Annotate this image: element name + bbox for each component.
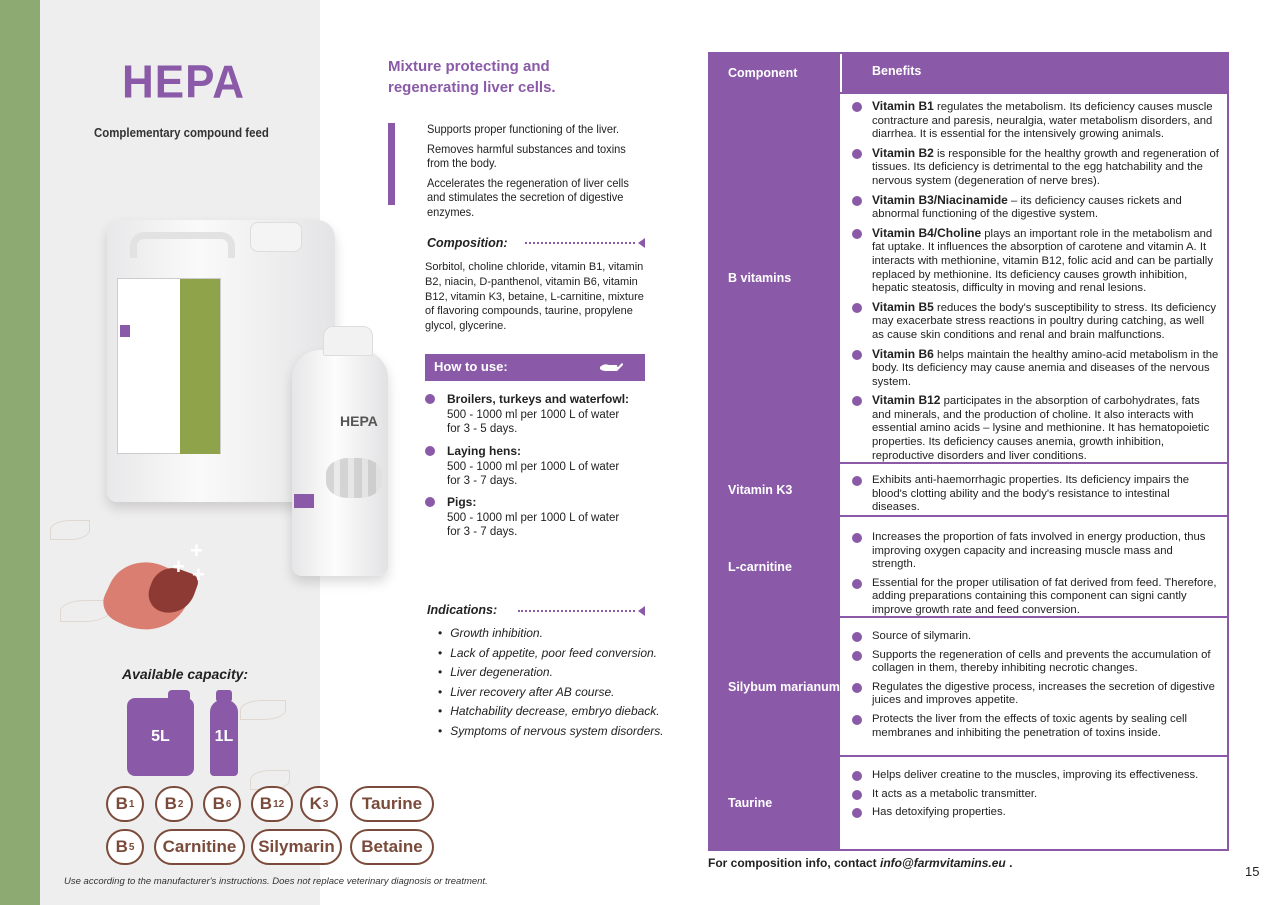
benefit-item: Helps deliver creatine to the muscles, improving its effectiveness. bbox=[842, 769, 1219, 783]
indication-item: • Hatchability decrease, embryo dieback. bbox=[438, 702, 668, 722]
component-cell: L-carnitine bbox=[710, 517, 842, 616]
page-number: 15 bbox=[1245, 864, 1260, 879]
usage-item: Broilers, turkeys and waterfowl: 500 - 1000 ml per 1000 L of water for 3 - 5 days. bbox=[447, 392, 630, 435]
benefit-item: Regulates the digestive process, increases the secretion of digestive juices and improves appetite. bbox=[842, 681, 1219, 708]
canister-label-mark bbox=[120, 325, 130, 337]
component-cell: Silybum marianum bbox=[710, 618, 842, 755]
product-heading: Mixture protecting and regenerating liver cells. bbox=[388, 58, 556, 96]
decorative-leaf bbox=[240, 700, 286, 720]
badge-silymarin: Silymarin bbox=[251, 829, 342, 865]
bullet-icon bbox=[425, 497, 435, 507]
benefit-point: Accelerates the regeneration of liver cells and stimulates the secretion of digestive enzymes. bbox=[427, 175, 629, 219]
benefits-cell bbox=[842, 757, 1227, 849]
benefit-points bbox=[427, 122, 667, 224]
sparkle-icon: + bbox=[172, 554, 185, 579]
contact-email-link[interactable]: info@farmvitamins.eu bbox=[880, 856, 1006, 870]
triangle-marker-icon bbox=[638, 238, 645, 248]
component-cell: B vitamins bbox=[710, 94, 842, 462]
dotted-divider bbox=[518, 610, 635, 612]
indication-item: • Liver degeneration. bbox=[438, 663, 668, 683]
indication-item: • Symptoms of nervous system disorders. bbox=[438, 722, 668, 742]
badge-b1: B 1 bbox=[106, 786, 144, 822]
benefit-item: Vitamin B6 helps maintain the healthy amino-acid metabolism in the body. Its deficiency may cause anemia and diseases of the nervous system. bbox=[842, 348, 1219, 390]
benefit-item: Vitamin B3/Niacinamide – its deficiency causes rickets and abnormal functioning of the digestive system. bbox=[842, 194, 1219, 222]
indication-item: • Liver recovery after AB course. bbox=[438, 683, 668, 703]
bullet-icon bbox=[425, 394, 435, 404]
size-5l: 5L bbox=[151, 728, 170, 745]
indications-label: Indications: bbox=[427, 603, 498, 617]
how-to-use-label: How to use: bbox=[434, 359, 508, 374]
size-1l: 1L bbox=[214, 728, 234, 745]
bottle-cap bbox=[323, 326, 373, 356]
benefit-item: Vitamin B12 participates in the absorption of carbohydrates, fats and minerals, and the production of choline. It also interacts with essential amino acids – lysine and methionine. It has hematopoietic properties. Its deficiency causes anemia, growth inhibition, reproductive disorders and liver conditions. bbox=[842, 394, 1219, 463]
triangle-marker-icon bbox=[638, 606, 645, 616]
badge-taurine: Taurine bbox=[350, 786, 434, 822]
green-side-strip bbox=[0, 0, 40, 905]
product-subtitle: Complementary compound feed bbox=[94, 125, 269, 140]
benefit-item: Essential for the proper utilisation of fat derived from feed. Therefore, adding preparations containing this component can signi cantly improve growth rate and feed conversion. bbox=[842, 577, 1219, 618]
benefit-item: Exhibits anti-haemorrhagic properties. Its deficiency impairs the blood's clotting ability and the body's resistance to intestinal diseases. bbox=[842, 474, 1219, 515]
disclaimer-text: Use according to the manufacturer's instructions. Does not replace veterinary diagnosis or treatment. bbox=[64, 876, 488, 887]
benefit-point: Supports proper functioning of the liver. bbox=[427, 122, 620, 136]
benefit-item: Vitamin B4/Choline plays an important role in the metabolism and fat uptake. It influences the absorption of carotene and vitamin A. It interacts with methionine, vitamin B12, folic acid and can be partially replaced by methionine. Its deficiency causes growth inhibition, hepatic steatosis, difficulty in moving and renal lesions. bbox=[842, 227, 1219, 296]
decorative-leaf bbox=[50, 520, 90, 540]
contact-line: For composition info, contact info@farmvitamins.eu . bbox=[708, 856, 1013, 870]
dotted-divider bbox=[525, 242, 635, 244]
bottle-label-mark bbox=[294, 494, 314, 508]
badge-b2: B 2 bbox=[155, 786, 193, 822]
bullet-icon bbox=[425, 446, 435, 456]
benefits-cell bbox=[842, 464, 1227, 515]
badge-b5: B 5 bbox=[106, 829, 144, 865]
badge-k3: K 3 bbox=[300, 786, 338, 822]
benefits-cell bbox=[842, 517, 1227, 616]
usage-item: Laying hens: 500 - 1000 ml per 1000 L of water for 3 - 7 days. bbox=[447, 444, 620, 487]
canister-label-green-panel bbox=[180, 279, 220, 454]
benefit-item: Protects the liver from the effects of toxic agents by sealing cell membranes and inhibiting the penetration of toxins inside. bbox=[842, 713, 1219, 740]
component-benefits-table bbox=[708, 52, 1229, 851]
composition-text: Sorbitol, choline chloride, vitamin B1, vitamin B2, niacin, D-panthenol, vitamin B6, vitamin B12, vitamin K3, betaine, L-carnitine, mixture of flavoring compounds, taurine, propylene glycol, glycerine. bbox=[425, 261, 644, 333]
canister-handle bbox=[130, 232, 235, 258]
usage-item: Pigs: 500 - 1000 ml per 1000 L of water for 3 - 7 days. bbox=[447, 495, 620, 538]
badge-b6: B 6 bbox=[203, 786, 241, 822]
indication-item: • Lack of appetite, poor feed conversion. bbox=[438, 644, 668, 664]
badge-b12: B 12 bbox=[251, 786, 293, 822]
table-row bbox=[710, 92, 1227, 462]
table-row bbox=[710, 462, 1227, 515]
bottle-birds-illustration bbox=[326, 458, 382, 498]
benefit-point: Removes harmful substances and toxins from the body. bbox=[427, 141, 626, 170]
contact-label: For composition info, contact bbox=[708, 856, 877, 870]
benefit-item: Supports the regeneration of cells and prevents the accumulation of collagen in them, thereby inhibiting necrotic changes. bbox=[842, 649, 1219, 676]
benefit-item: Vitamin B5 reduces the body's susceptibility to stress. Its deficiency may exacerbate stress reactions in poultry during catching, as well as cause skin conditions and renal and brain malfunctions. bbox=[842, 301, 1219, 343]
component-cell: Vitamin K3 bbox=[710, 464, 842, 515]
table-row bbox=[710, 616, 1227, 755]
benefit-item: Increases the proportion of fats involved in energy production, thus improving oxygen capacity and increasing muscle mass and strength. bbox=[842, 531, 1219, 572]
component-cell: Taurine bbox=[710, 757, 842, 849]
badge-betaine: Betaine bbox=[350, 829, 434, 865]
available-capacity-label: Available capacity: bbox=[122, 666, 249, 682]
hand-icon bbox=[598, 358, 626, 376]
sparkle-icon: + bbox=[192, 562, 205, 587]
benefits-cell bbox=[842, 618, 1227, 755]
benefit-item: Source of silymarin. bbox=[842, 630, 1219, 644]
benefit-item: Vitamin B2 is responsible for the healthy growth and regeneration of tissues. Its deficiency is detrimental to the egg hatchability and the nervous system (degeneration of nerve bres). bbox=[842, 147, 1219, 189]
indications-list bbox=[438, 624, 668, 741]
column-header-component: Component bbox=[710, 54, 842, 92]
table-row bbox=[710, 515, 1227, 616]
sparkle-icon: + bbox=[190, 538, 203, 563]
benefit-item: It acts as a metabolic transmitter. bbox=[842, 788, 1219, 802]
accent-bar bbox=[388, 123, 395, 205]
badge-carnitine: Carnitine bbox=[154, 829, 245, 865]
benefit-item: Has detoxifying properties. bbox=[842, 806, 1219, 820]
bottle-label-title: HEPA bbox=[340, 413, 378, 429]
benefits-cell bbox=[842, 94, 1227, 462]
table-header-row bbox=[710, 54, 1227, 92]
canister-cap bbox=[250, 222, 302, 252]
table-row bbox=[710, 755, 1227, 849]
product-title: HEPA bbox=[122, 56, 245, 109]
benefit-item: Vitamin B1 regulates the metabolism. Its deficiency causes muscle contracture and paresis, neuralgia, water metabolism disorders, and diarrhea. It is essential for the intensively growing animals. bbox=[842, 100, 1219, 142]
indication-item: • Growth inhibition. bbox=[438, 624, 668, 644]
composition-label: Composition: bbox=[427, 236, 508, 250]
column-header-benefits: Benefits bbox=[842, 54, 1227, 92]
